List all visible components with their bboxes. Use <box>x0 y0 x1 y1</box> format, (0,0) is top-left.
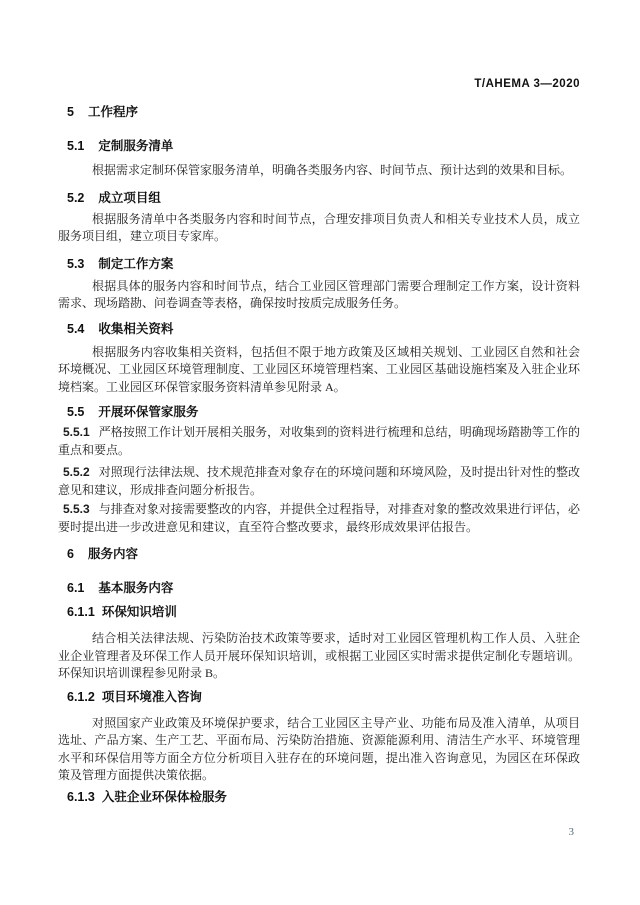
clause-number: 5.5.3 <box>63 502 90 516</box>
paragraph-6-1-2: 对照国家产业政策及环境保护要求，结合工业园区主导产业、功能布局及准入清单，从项目选址、产品方案、生产工艺、平面布局、污染防治措施、资源能源利用、清洁生产水平、环境管理水平和环保信用等方面全方位分析项目入驻存在的环境问题，提出准入咨询意见，为园区在环保政策及管理方面提供决策依据。 <box>58 715 580 782</box>
heading-number: 6.1.2 <box>67 689 95 704</box>
paragraph-6-1-1: 结合相关法律法规、污染防治技术政策等要求，适时对工业园区管理机构工作人员、入驻企业企业管理者及环保工作人员开展环保知识培训，或根据工业园区实时需求提供定制化专题培训。环保知识培训课程参见附录 B。 <box>58 631 580 680</box>
clause-5-5-2 <box>58 464 580 499</box>
heading-6-1-1 <box>67 606 580 619</box>
heading-title: 成立项目组 <box>98 190 161 205</box>
standard-number: T/AHEMA 3—2020 <box>474 78 580 90</box>
heading-title: 工作程序 <box>87 105 138 119</box>
heading-title: 制定工作方案 <box>98 256 174 271</box>
heading-5-work-procedure <box>67 106 580 119</box>
heading-number: 5 <box>67 105 74 119</box>
heading-number: 5.3 <box>67 256 85 271</box>
heading-6-service-content <box>67 548 580 561</box>
page-number: 3 <box>568 826 574 838</box>
paragraph-5-2: 根据服务清单中各类服务内容和时间节点，合理安排项目负责人和相关专业技术人员，成立服务项目组，建立项目专家库。 <box>58 211 580 243</box>
clause-text: 与排查对象对接需要整改的内容，并提供全过程指导，对排查对象的整改效果进行评估，必要时提出进一步改进意见和建议，直至符合整改要求，最终形成效果评估报告。 <box>58 502 580 534</box>
heading-title: 基本服务内容 <box>98 581 174 595</box>
heading-title: 定制服务清单 <box>98 139 174 153</box>
clause-text: 严格按照工作计划开展相关服务，对收集到的资料进行梳理和总结，明确现场踏勘等工作的重点和要点。 <box>58 425 580 457</box>
heading-number: 6.1.1 <box>67 605 95 619</box>
clause-5-5-3 <box>58 501 580 536</box>
heading-title: 收集相关资料 <box>98 321 174 336</box>
heading-5-4 <box>67 323 580 336</box>
heading-number: 5.2 <box>67 190 85 205</box>
heading-5-3 <box>67 258 580 271</box>
clause-text: 对照现行法律法规、技术规范排查对象存在的环境问题和环境风险，及时提出针对性的整改意见和建议，形成排查问题分析报告。 <box>58 465 580 497</box>
document-header <box>58 0 580 91</box>
heading-6-1-2 <box>67 691 580 704</box>
paragraph-5-3: 根据具体的服务内容和时间节点，结合工业园区管理部门需要合理制定工作方案，设计资料需求、现场踏勘、问卷调查等表格，确保按时按质完成服务任务。 <box>58 278 580 310</box>
heading-6-1 <box>67 582 580 595</box>
paragraph-5-4: 根据服务内容收集相关资料，包括但不限于地方政策及区域相关规划、工业园区自然和社会环境概况、工业园区环境管理制度、工业园区环境管理档案、工业园区基础设施档案及入驻企业环境档案。工业园区环保管家服务资料清单参见附录 A。 <box>58 344 580 394</box>
heading-number: 6 <box>67 547 74 561</box>
heading-number: 5.1 <box>67 139 85 153</box>
heading-5-5 <box>67 406 580 419</box>
clause-5-5-1 <box>58 424 580 459</box>
heading-title: 项目环境准入咨询 <box>101 689 202 704</box>
heading-5-1 <box>67 140 580 153</box>
heading-5-2 <box>67 192 580 205</box>
heading-title: 服务内容 <box>87 547 138 561</box>
heading-6-1-3 <box>67 791 580 804</box>
clause-number: 5.5.1 <box>63 425 90 439</box>
heading-title: 环保知识培训 <box>101 605 177 619</box>
heading-title: 开展环保管家服务 <box>98 405 199 419</box>
heading-number: 6.1.3 <box>67 789 95 804</box>
heading-number: 6.1 <box>67 581 85 595</box>
clause-number: 5.5.2 <box>63 465 90 479</box>
paragraph-5-1: 根据需求定制环保管家服务清单，明确各类服务内容、时间节点、预计达到的效果和目标。 <box>92 163 573 177</box>
heading-title: 入驻企业环保体检服务 <box>101 789 227 804</box>
heading-number: 5.5 <box>67 405 85 419</box>
heading-number: 5.4 <box>67 321 85 336</box>
